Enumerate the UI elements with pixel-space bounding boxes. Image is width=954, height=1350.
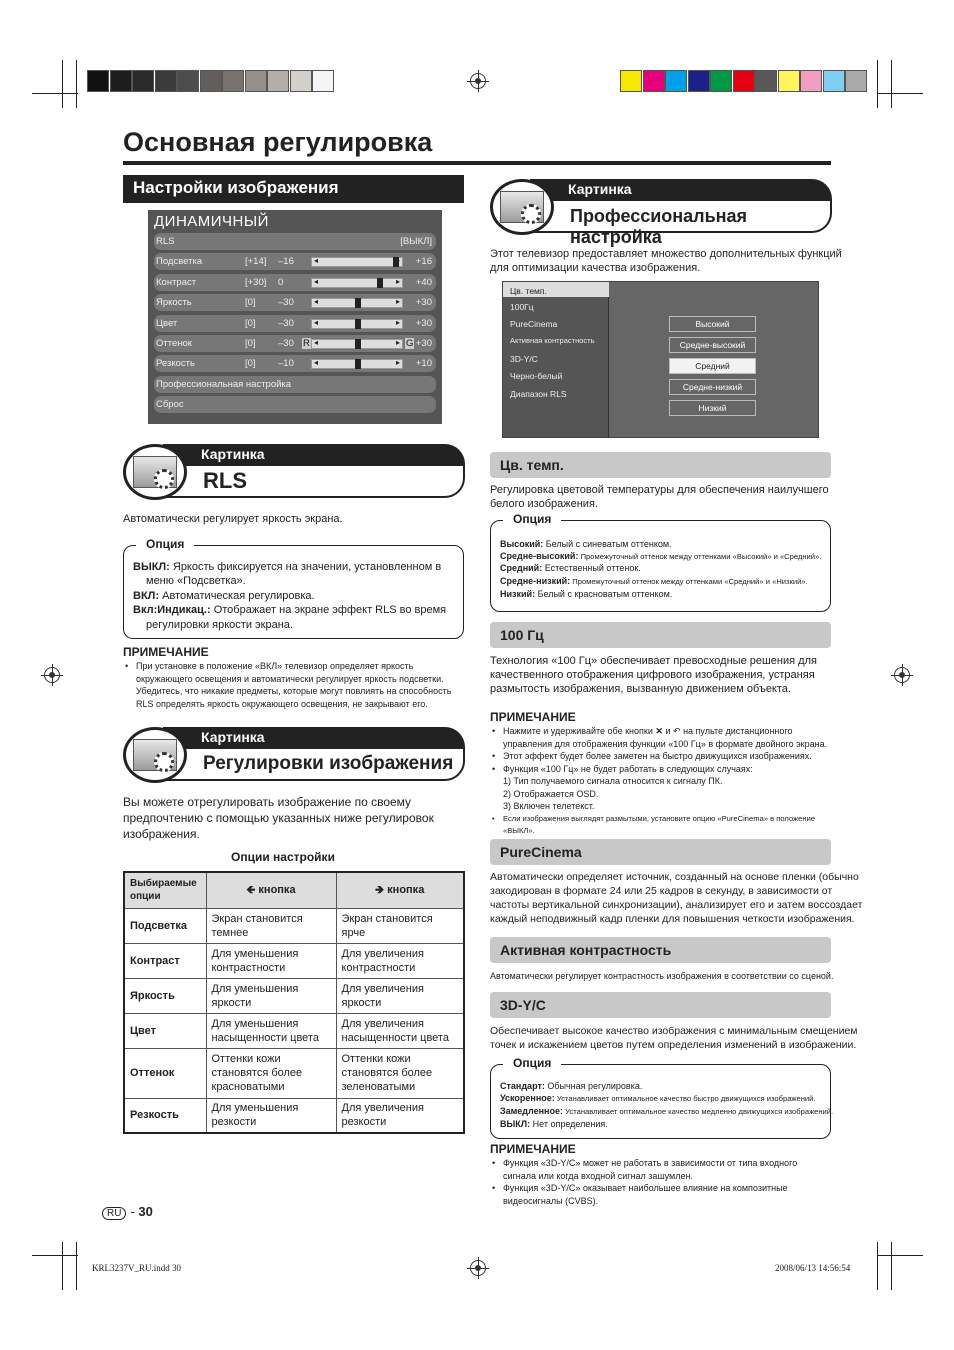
rls-note-list xyxy=(123,660,468,710)
tint-red-marker: R xyxy=(303,337,310,349)
pro-menu-item: PureCinema xyxy=(510,319,558,329)
return-icon: ↶ xyxy=(673,726,681,736)
arrow-right-icon: 🡺 xyxy=(375,884,385,897)
table-row-header: Резкость xyxy=(124,1098,206,1133)
registration-mark-icon xyxy=(894,667,910,683)
menu-slider-current: [+30] xyxy=(245,276,267,288)
crop-mark xyxy=(62,60,63,108)
table-row-header: Цвет xyxy=(124,1013,206,1048)
yc3d-description: Обеспечивает высокое качество изображения с минимальным смещением точек и искажением цветов путем определения изменений в изображении. xyxy=(490,1025,858,1051)
adjust-description: Вы можете отрегулировать изображение по своему предпочтению с помощью указанных ниже регулировок изображения. xyxy=(123,795,434,841)
menu-slider-knob xyxy=(355,298,361,308)
menu-slider-max: +30 xyxy=(415,317,432,329)
table-cell-right: Экран становится ярче xyxy=(336,908,464,943)
tint-green-marker: G xyxy=(406,337,414,349)
menu-slider-track xyxy=(311,278,403,288)
crop-mark xyxy=(877,60,878,108)
registration-mark-icon xyxy=(44,667,60,683)
yc3d-note-list xyxy=(490,1157,835,1207)
table-row xyxy=(124,908,464,943)
crop-mark xyxy=(877,93,923,94)
picture-menu-screen xyxy=(148,210,442,424)
hz100-note-item: • Нажмите и удерживайте обе кнопки ✕ и ↶ на пульте дистанционного управления для отображения функции «100 Гц» в формате двойного экрана. xyxy=(490,725,835,750)
table-cell-right: Для увеличения резкости xyxy=(336,1098,464,1133)
menu-slider-min: –10 xyxy=(278,358,294,370)
menu-row-reset xyxy=(154,396,436,413)
rls-title-text: RLS xyxy=(203,468,247,493)
col-header-options: Выбираемые опции xyxy=(124,872,206,908)
color-swatch xyxy=(733,70,755,92)
menu-slider-max: +40 xyxy=(415,276,432,288)
table-row-header: Контраст xyxy=(124,943,206,978)
crop-mark xyxy=(32,1255,78,1256)
adjust-title-text: Регулировки изображения xyxy=(203,753,454,774)
gray-swatch xyxy=(222,70,244,92)
gray-swatch xyxy=(110,70,132,92)
pro-menu-option: Высокий xyxy=(669,316,756,332)
title-rule xyxy=(123,161,831,165)
pro-title-text: Профессиональная настройка xyxy=(570,206,748,247)
menu-slider-min: 0 xyxy=(278,276,284,288)
gray-swatch xyxy=(177,70,199,92)
table-cell-right: Для увеличения насыщенности цвета xyxy=(336,1013,464,1048)
hz100-note-title: ПРИМЕЧАНИЕ xyxy=(490,710,576,724)
crop-mark xyxy=(877,1242,878,1290)
menu-rls-label: RLS xyxy=(156,236,175,247)
footer-file: KRL3237V_RU.indd 30 xyxy=(92,1263,182,1273)
table-cell-right: Для увеличения контрастности xyxy=(336,943,464,978)
registration-mark-icon xyxy=(470,1260,486,1276)
pro-menu-item: Активная контрастность xyxy=(510,336,595,345)
color-swatch xyxy=(665,70,687,92)
menu-row-pro xyxy=(154,376,436,393)
menu-slider-max: +10 xyxy=(415,358,432,370)
hz100-note-item: • Функция «100 Гц» не будет работать в следующих случаях: 1) Тип получаемого сигнала относится к сигналу ПК. 2) Отображается OSD. 3) Включен телетекст. xyxy=(490,763,835,813)
crop-mark xyxy=(32,93,78,94)
menu-slider-current: [0] xyxy=(245,337,256,349)
pro-header-category: Картинка xyxy=(530,179,832,201)
adjust-options-table xyxy=(123,871,465,1134)
registration-mark-icon xyxy=(470,73,486,89)
rls-option-off: ВЫКЛ: Яркость фиксируется на значении, установленном в xyxy=(133,561,442,573)
page-number-value: 30 xyxy=(138,1204,153,1219)
arrow-left-icon: 🡸 xyxy=(246,884,256,897)
section-title: Настройки изображения xyxy=(123,175,464,203)
table-cell-left: Для уменьшения резкости xyxy=(206,1098,336,1133)
menu-slider-current: [0] xyxy=(245,317,256,329)
table-cell-left: Экран становится темнее xyxy=(206,908,336,943)
adjust-header xyxy=(123,727,465,783)
color-swatch xyxy=(800,70,822,92)
menu-slider-label: Цвет xyxy=(156,317,178,329)
table-row-header: Яркость xyxy=(124,978,206,1013)
menu-row-slider xyxy=(154,294,436,311)
menu-slider-label: Резкость xyxy=(156,358,195,370)
slider-right-arrow-icon: ▸ xyxy=(395,256,400,266)
yc3d-note-item: • Функция «3D-Y/C» может не работать в зависимости от типа входного сигнала или когда входной сигнал зашумлен. xyxy=(490,1157,835,1182)
cross-icon: ✕ xyxy=(655,726,663,736)
menu-slider-min: –30 xyxy=(278,297,294,309)
page-title: Основная регулировка xyxy=(123,127,433,157)
color-swatch xyxy=(710,70,732,92)
table-row xyxy=(124,1013,464,1048)
yc3d-opt-fast: Ускоренное: Устанавливает оптимальное качество быстро движущихся изображений. xyxy=(500,1093,816,1103)
hz100-note-item: • Если изображения выглядят размытыми, установите опцию «PureCinema» в положение «ВЫКЛ». xyxy=(490,813,835,838)
table-cell-left: Оттенки кожи становятся более красноватыми xyxy=(206,1048,336,1098)
menu-slider-knob xyxy=(355,359,361,369)
activecontrast-title: Активная контрастность xyxy=(490,937,831,963)
purecinema-description: Автоматически определяет источник, созданный на основе пленки (обычно закодирован в формате 24 или 25 кадров в секунду, в зависимости от частоты вертикальной синхронизации), анализирует его и затем воссоздает каждый неподвижный кадр пленки для повышения четкости изображения. xyxy=(490,871,863,925)
table-row xyxy=(124,1048,464,1098)
hz100-note-item: • Этот эффект будет более заметен на быстро движущихся изображениях. xyxy=(490,750,835,763)
rls-header-title xyxy=(163,466,465,498)
table-row-header: Оттенок xyxy=(124,1048,206,1098)
pro-menu-item: 3D-Y/C xyxy=(510,354,538,364)
adjust-header-title xyxy=(163,749,465,781)
menu-slider-knob xyxy=(377,278,383,288)
gray-swatch xyxy=(290,70,312,92)
yc3d-opt-off: ВЫКЛ: Нет определения. xyxy=(500,1119,608,1129)
colortemp-opt-midlow: Средне-низкий: Промежуточный оттенок между оттенками «Средний» и «Низкий». xyxy=(500,576,808,586)
menu-rls-value: [ВЫКЛ] xyxy=(400,236,432,247)
col-header-right: 🡺 кнопка xyxy=(336,872,464,908)
crop-mark xyxy=(877,1255,923,1256)
slider-left-arrow-icon: ◂ xyxy=(314,276,319,286)
table-row xyxy=(124,943,464,978)
gray-swatch xyxy=(155,70,177,92)
colortemp-description: Регулировка цветовой температуры для обеспечения наилучшего белого изображения. xyxy=(490,484,829,510)
page-number: RU - 30 xyxy=(102,1204,153,1220)
gray-swatch xyxy=(132,70,154,92)
pro-menu-item: 100Гц xyxy=(510,302,534,312)
table-title: Опции настройки xyxy=(231,850,335,864)
slider-left-arrow-icon: ◂ xyxy=(314,297,319,307)
hz100-description: Технология «100 Гц» обеспечивает превосходные решения для качественного отображения цифрового изображения, устраняя размытость изображения, вызванную движением объекта. xyxy=(490,655,817,695)
menu-slider-current: [+14] xyxy=(245,256,267,268)
yc3d-note-item: • Функция «3D-Y/C» оказывает наибольшее влияние на композитные видеосигналы (CVBS). xyxy=(490,1182,835,1207)
table-cell-right: Для увеличения яркости xyxy=(336,978,464,1013)
menu-slider-max: +16 xyxy=(415,256,432,268)
gray-swatch xyxy=(245,70,267,92)
pro-header xyxy=(490,179,832,247)
pro-header-title xyxy=(530,201,832,247)
rls-option-off-cont: меню «Подсветка». xyxy=(146,575,246,587)
table-cell-left: Для уменьшения насыщенности цвета xyxy=(206,1013,336,1048)
color-swatch xyxy=(823,70,845,92)
pro-menu-screen xyxy=(502,281,819,438)
pro-menu-item: Диапазон RLS xyxy=(510,389,567,399)
rls-option-on: ВКЛ: Автоматическая регулировка. xyxy=(133,590,315,602)
picture-settings-icon xyxy=(490,179,554,235)
yc3d-note-title: ПРИМЕЧАНИЕ xyxy=(490,1142,576,1156)
menu-row-slider xyxy=(154,355,436,372)
pro-description: Этот телевизор предоставляет множество дополнительных функций для оптимизации качества изображения. xyxy=(490,248,842,274)
menu-slider-track xyxy=(311,359,403,369)
menu-slider-min: –30 xyxy=(278,337,294,349)
footer-date: 2008/06/13 14:56:54 xyxy=(775,1263,851,1273)
rls-option-indicator-cont: регулировки яркости экрана. xyxy=(146,619,293,631)
rls-header-category: Картинка xyxy=(163,444,465,466)
table-row xyxy=(124,978,464,1013)
menu-row-rls xyxy=(154,233,436,250)
table-cell-left: Для уменьшения контрастности xyxy=(206,943,336,978)
picture-settings-icon xyxy=(123,444,187,500)
gray-swatch xyxy=(87,70,109,92)
colortemp-opt-midhigh: Средне-высокий: Промежуточный оттенок между оттенками «Высокий» и «Средний». xyxy=(500,551,822,561)
colortemp-opt-high: Высокий: Белый с синеватым оттенком. xyxy=(500,539,672,549)
pro-menu-item: Черно-белый xyxy=(510,371,563,381)
pro-menu-item: Цв. темп. xyxy=(510,286,547,296)
picture-settings-icon xyxy=(123,727,187,783)
crop-mark xyxy=(891,60,892,108)
slider-left-arrow-icon: ◂ xyxy=(314,317,319,327)
colortemp-opt-low: Низкий: Белый с красноватым оттенком. xyxy=(500,589,673,599)
menu-slider-label: Оттенок xyxy=(156,337,192,349)
table-cell-left: Для уменьшения яркости xyxy=(206,978,336,1013)
menu-slider-label: Подсветка xyxy=(156,256,203,268)
menu-slider-current: [0] xyxy=(245,358,256,370)
menu-slider-min: –30 xyxy=(278,317,294,329)
language-badge: RU xyxy=(102,1207,126,1220)
slider-right-arrow-icon: ▸ xyxy=(395,358,400,368)
rls-note-title: ПРИМЕЧАНИЕ xyxy=(123,645,209,659)
slider-left-arrow-icon: ◂ xyxy=(314,256,319,266)
menu-row-slider xyxy=(154,253,436,270)
rls-option-title: Опция xyxy=(136,537,194,551)
menu-slider-label: Яркость xyxy=(156,297,192,309)
menu-slider-max: +30 xyxy=(415,297,432,309)
pro-menu-option: Низкий xyxy=(669,400,756,416)
color-swatch xyxy=(688,70,710,92)
slider-right-arrow-icon: ▸ xyxy=(395,337,400,347)
rls-option-indicator: Вкл:Индикац.: Отображает на экране эффект RLS во время xyxy=(133,604,447,616)
color-swatch xyxy=(778,70,800,92)
adjust-header-category: Картинка xyxy=(163,727,465,749)
menu-reset-label: Сброс xyxy=(156,399,184,411)
color-swatch xyxy=(845,70,867,92)
menu-slider-current: [0] xyxy=(245,297,256,309)
table-row xyxy=(124,1098,464,1133)
menu-slider-track xyxy=(311,339,403,349)
color-swatch xyxy=(643,70,665,92)
slider-left-arrow-icon: ◂ xyxy=(314,337,319,347)
slider-right-arrow-icon: ▸ xyxy=(395,276,400,286)
yc3d-option-title: Опция xyxy=(503,1056,561,1070)
menu-slider-track xyxy=(311,298,403,308)
menu-slider-track xyxy=(311,257,403,267)
rls-description: Автоматически регулирует яркость экрана. xyxy=(123,513,343,525)
menu-pro-label: Профессиональная настройка xyxy=(156,378,292,390)
menu-slider-knob xyxy=(355,319,361,329)
slider-right-arrow-icon: ▸ xyxy=(395,297,400,307)
colortemp-opt-mid: Средний: Естественный оттенок. xyxy=(500,563,641,573)
yc3d-title: 3D-Y/C xyxy=(490,992,831,1018)
slider-left-arrow-icon: ◂ xyxy=(314,358,319,368)
menu-slider-label: Контраст xyxy=(156,276,197,288)
menu-slider-track xyxy=(311,319,403,329)
hz100-title: 100 Гц xyxy=(490,622,831,648)
table-cell-right: Оттенки кожи становятся более зеленоватыми xyxy=(336,1048,464,1098)
rls-note-item: • При установке в положение «ВКЛ» телевизор определяет яркость окружающего освещения и автоматически регулирует яркость подсветки. Убедитесь, что никакие предметы, которые могут повлиять на способность RLS определять яркость окружающего освещения, не закрывают его. xyxy=(123,660,468,710)
table-row-header: Подсветка xyxy=(124,908,206,943)
crop-mark xyxy=(76,1242,77,1290)
yc3d-opt-standard: Стандарт: Обычная регулировка. xyxy=(500,1081,643,1091)
slider-right-arrow-icon: ▸ xyxy=(395,317,400,327)
menu-row-slider xyxy=(154,274,436,291)
activecontrast-description: Автоматически регулирует контрастность изображения в соответствии со сценой. xyxy=(490,971,834,981)
pro-menu-option: Средне-высокий xyxy=(669,337,756,353)
color-swatch xyxy=(620,70,642,92)
colortemp-title: Цв. темп. xyxy=(490,452,831,478)
color-swatch xyxy=(755,70,777,92)
crop-mark xyxy=(891,1242,892,1290)
yc3d-opt-slow: Замедленное: Устанавливает оптимальное качество медленно движущихся изображений. xyxy=(500,1106,834,1116)
crop-mark xyxy=(76,60,77,108)
gray-swatch xyxy=(312,70,334,92)
pro-menu-option: Средне-низкий xyxy=(669,379,756,395)
menu-mode-title: ДИНАМИЧНЫЙ xyxy=(154,213,269,230)
menu-slider-max: +30 xyxy=(415,337,432,349)
menu-row-slider xyxy=(154,335,436,352)
menu-slider-min: –16 xyxy=(278,256,294,268)
menu-row-slider xyxy=(154,315,436,332)
col-header-left: 🡸 кнопка xyxy=(206,872,336,908)
gray-swatch xyxy=(200,70,222,92)
menu-slider-knob xyxy=(355,339,361,349)
rls-header xyxy=(123,444,465,500)
pro-menu-option: Средний xyxy=(669,358,756,374)
purecinema-title: PureCinema xyxy=(490,839,831,865)
colortemp-option-title: Опция xyxy=(503,512,561,526)
hz100-note-list xyxy=(490,725,835,838)
gray-swatch xyxy=(267,70,289,92)
crop-mark xyxy=(62,1242,63,1290)
